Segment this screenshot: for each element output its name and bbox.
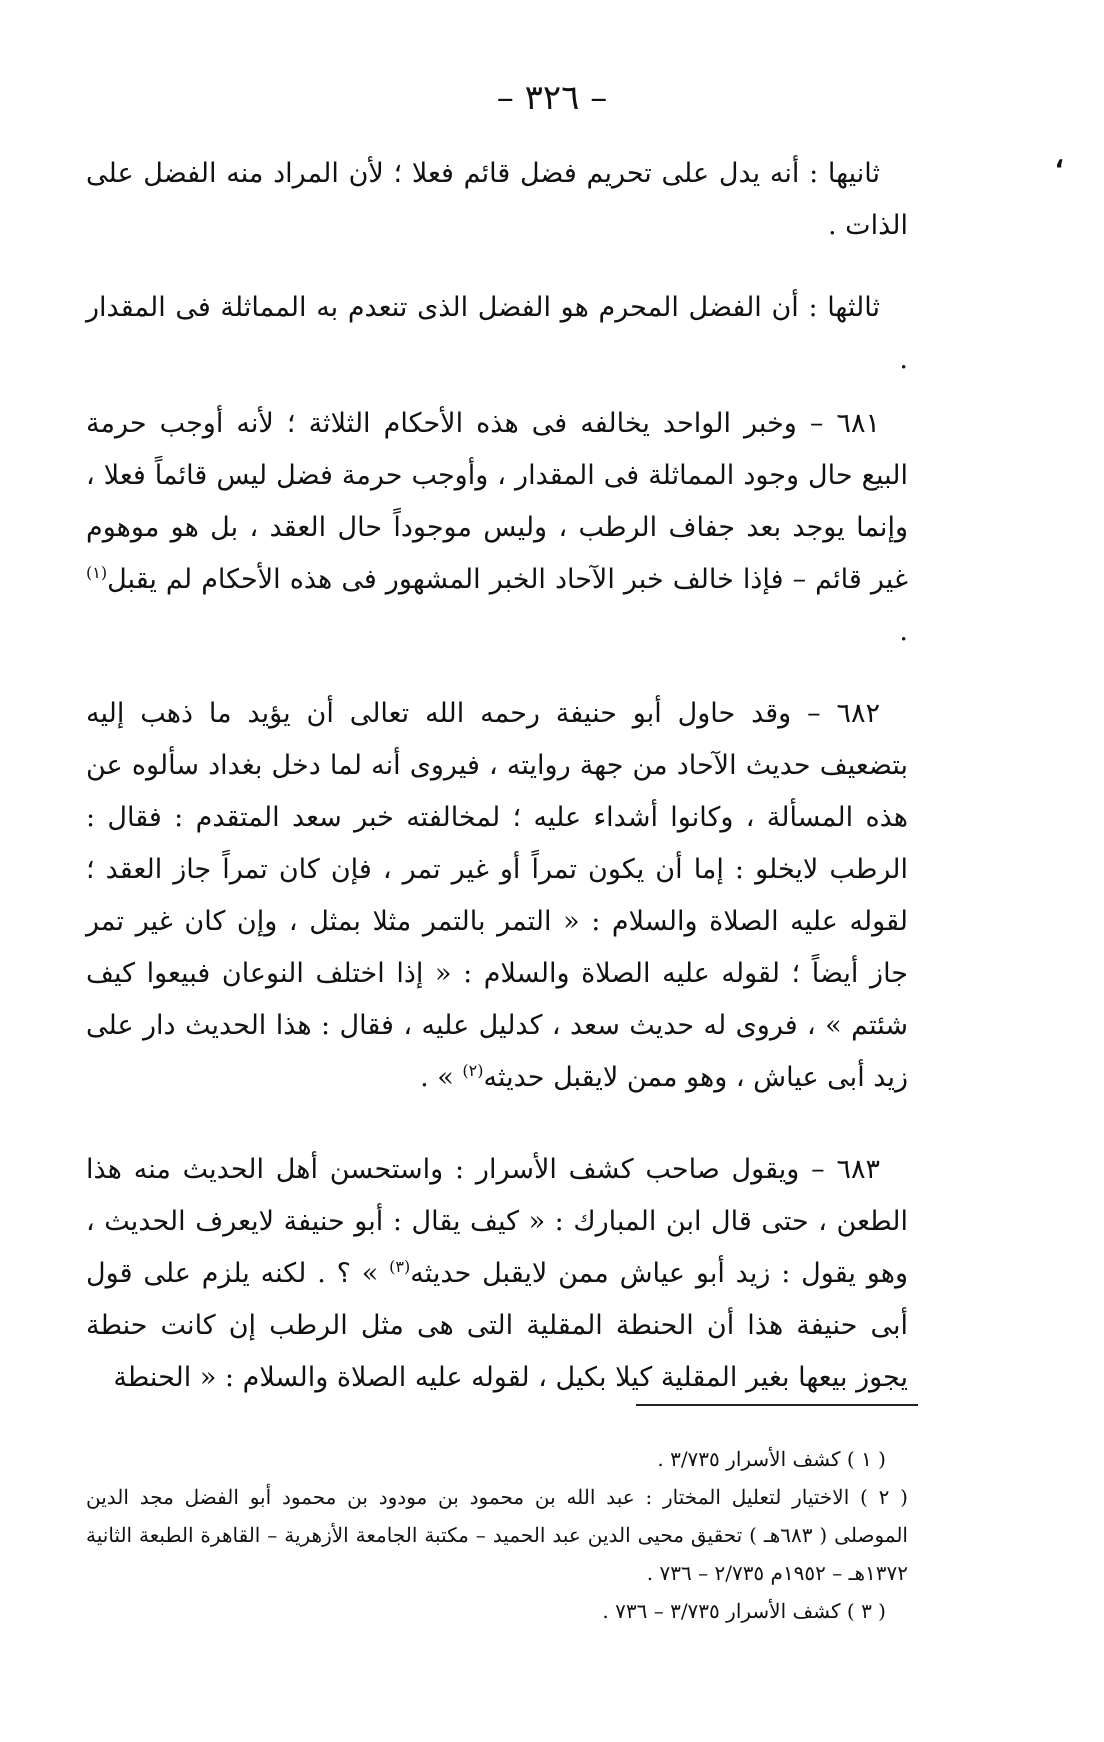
paragraph-681 [86, 398, 908, 658]
footnote-2: ( ٢ ) الاختيار لتعليل المختار : عبد الله بن محمود بن مودود بن محمود أبو الفضل مجد الدين الموصلى ( ٦٨٣هـ ) تحقيق محيى الدين عبد الحميد – مكتبة الجامعة الأزهرية – القاهرة الطبعة الثانية ١٣٧٢هـ – ١٩٥٢م ٢/٧٣٥ – ٧٣٦ . [86, 1485, 908, 1585]
footnote-1: ( ١ ) كشف الأسرار ٣/٧٣٥ . [657, 1447, 886, 1471]
footnote-3: ( ٣ ) كشف الأسرار ٣/٧٣٥ – ٧٣٦ . [602, 1599, 886, 1623]
paragraph-682 [86, 688, 908, 1104]
paragraph-thalithuha: ثالثها : أن الفضل المحرم هو الفضل الذى تنعدم به المماثلة فى المقدار . [86, 292, 908, 375]
footnote-ref-1[interactable]: (١) [86, 563, 108, 582]
paragraph-683 [86, 1144, 908, 1404]
footnote-divider [636, 1404, 918, 1406]
paragraph-681-end: . [899, 616, 908, 647]
paragraph-682-end: » . [420, 1062, 463, 1093]
paragraph-thaniha: ثانيها : أنه يدل على تحريم فضل قائم فعلا ؛ لأن المراد منه الفضل على الذات . [86, 158, 908, 241]
main-text [86, 148, 908, 1404]
paragraph-682-text: ٦٨٢ – وقد حاول أبو حنيفة رحمه الله تعالى أن يؤيد ما ذهب إليه بتضعيف حديث الآحاد من جهة روايته ، فيروى أنه لما دخل بغداد سألوه عن هذه المسألة ، وكانوا أشداء عليه ؛ لمخالفته خبر سعد المتقدم : فقال : الرطب لايخلو : إما أن يكون تمراً أو غير تمر ، فإن كان تمراً جاز العقد ؛ لقوله عليه الصلاة والسلام : « التمر بالتمر مثلا بمثل ، وإن كان غير تمر جاز أيضاً ؛ لقوله عليه الصلاة والسلام : « إذا اختلف النوعان فبيعوا كيف شئتم » ، فروى له حديث سعد ، كدليل عليه ، فقال : هذا الحديث دار على زيد أبى عياش ، وهو ممن لايقبل حديثه [86, 698, 908, 1093]
paragraph-681-text: ٦٨١ – وخبر الواحد يخالفه فى هذه الأحكام الثلاثة ؛ لأنه أوجب حرمة البيع حال وجود المماثلة فى المقدار ، وأوجب حرمة فضل ليس قائماً فعلا ، وإنما يوجد بعد جفاف الرطب ، وليس موجوداً حال العقد ، بل هو موهوم غير قائم – فإذا خالف خبر الآحاد الخبر المشهور فى هذه الأحكام لم يقبل [86, 408, 908, 595]
paragraph-683-text-a: ٦٨٣ – ويقول صاحب كشف الأسرار : واستحسن أهل الحديث منه هذا الطعن ، حتى قال ابن المبارك : « كيف يقال : أبو حنيفة لايعرف الحديث ، وهو يقول : زيد أبو عياش ممن لايقبل حديثه [86, 1154, 908, 1289]
footnote-ref-2[interactable]: (٢) [462, 1061, 484, 1080]
page-number: – ٣٢٦ – [496, 78, 608, 118]
footnotes [86, 1440, 908, 1630]
footnote-ref-3[interactable]: (٣) [389, 1257, 411, 1276]
paragraph-683-text-b: » ؟ . لكنه يلزم على قول أبى حنيفة هذا أن الحنطة المقلية التى هى مثل الرطب إن كانت حنطة يجوز بيعها بغير المقلية كيلا بكيل ، لقوله عليه الصلاة والسلام : « الحنطة [86, 1258, 908, 1393]
margin-mark: ، [1054, 140, 1064, 175]
